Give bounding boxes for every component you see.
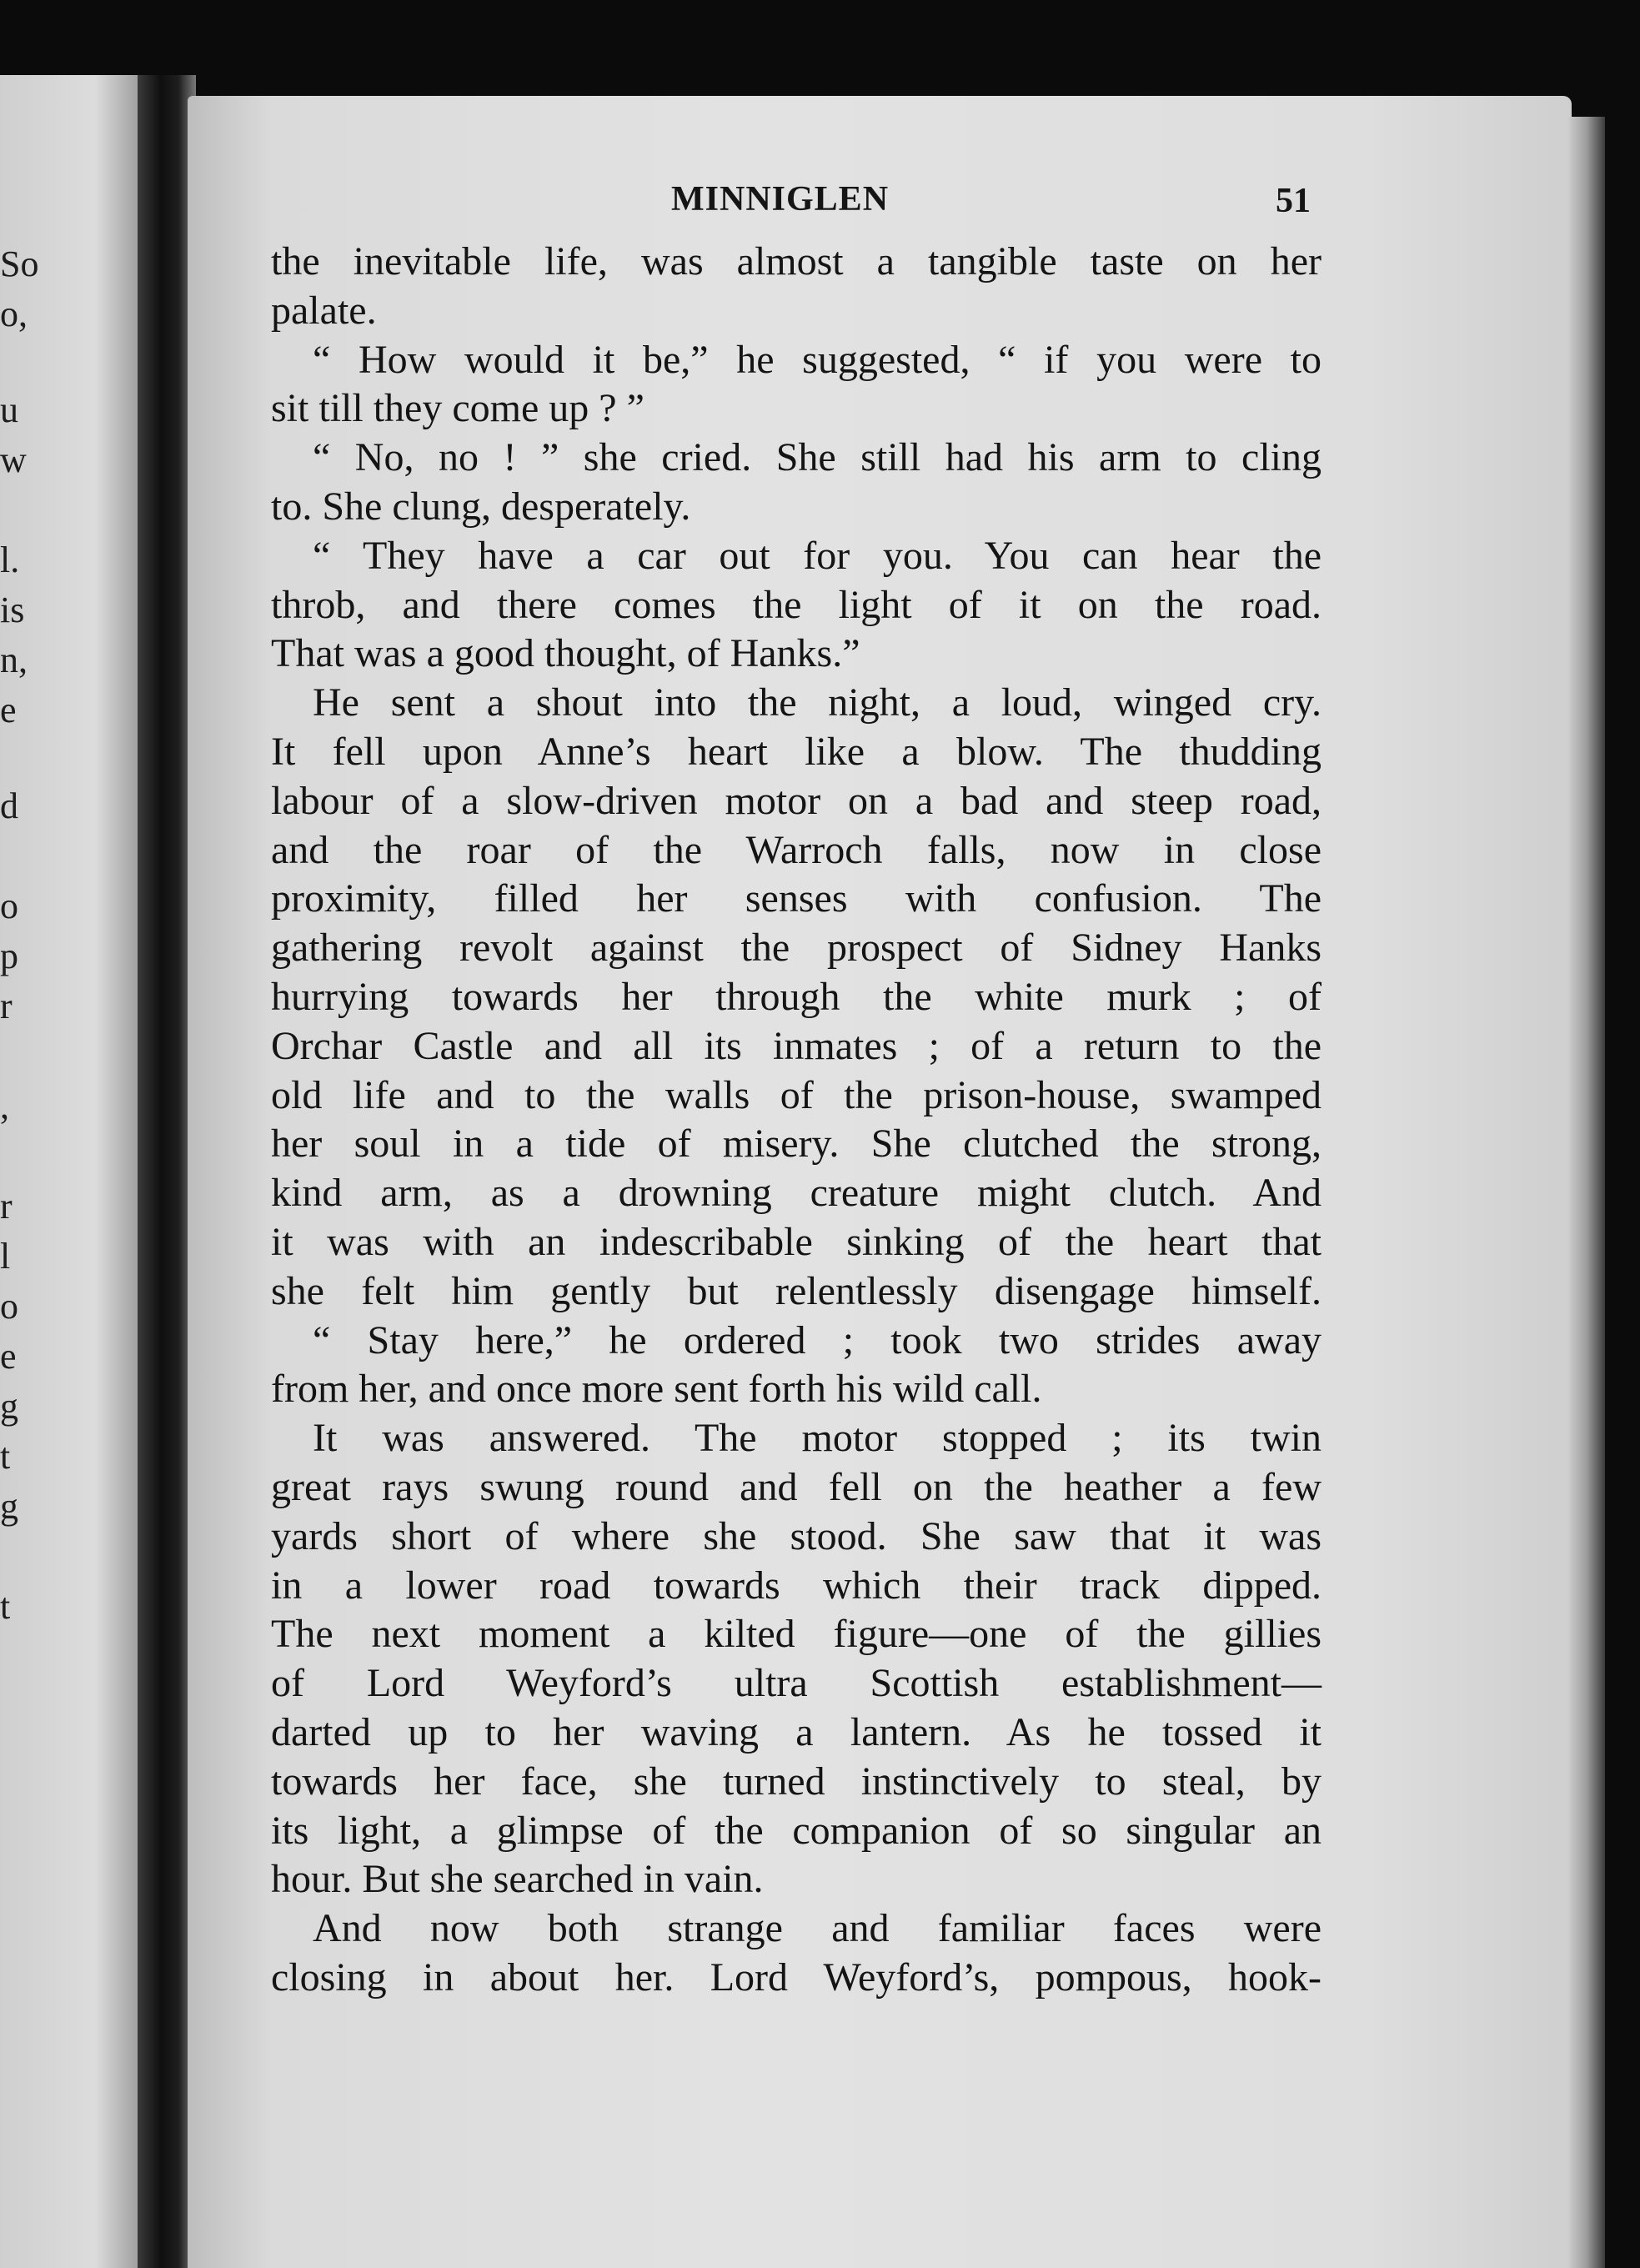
text-line: of Lord Weyford’s ultra Scottish establishment— <box>271 1661 1322 1706</box>
facing-page-fragment: w <box>0 439 27 480</box>
text-line: in a lower road towards which their track dipped. <box>271 1563 1322 1608</box>
text-line: great rays swung round and fell on the heather a few <box>271 1464 1322 1509</box>
text-line: Orchar Castle and all its inmates ; of a return to the <box>271 1023 1322 1068</box>
facing-page-fragment: l <box>0 1236 11 1277</box>
facing-page-fragment: n, <box>0 640 28 680</box>
running-head <box>0 179 1640 229</box>
facing-page-fragment: t <box>0 1436 11 1477</box>
facing-page-fragment: t <box>0 1586 11 1627</box>
text-line: “ How would it be,” he suggested, “ if you were to <box>313 337 1322 382</box>
facing-page-fragment: g <box>0 1486 18 1527</box>
text-line: towards her face, she turned instinctively to steal, by <box>271 1759 1322 1804</box>
page-edge-shadow <box>1567 117 1605 2268</box>
facing-page-fragment: r <box>0 986 13 1026</box>
text-line: darted up to her waving a lantern. As he tossed it <box>271 1709 1322 1754</box>
facing-page-fragment: l. <box>0 539 20 580</box>
facing-page-fragment: o <box>0 1286 18 1327</box>
facing-page-fragment: u <box>0 389 18 430</box>
text-line: The next moment a kilted figure—one of the gillies <box>271 1612 1322 1657</box>
text-line: closing in about her. Lord Weyford’s, pompous, hook- <box>271 1954 1322 2000</box>
text-line: throb, and there comes the light of it on the road. <box>271 582 1322 627</box>
text-line: labour of a slow-driven motor on a bad and steep road, <box>271 778 1322 823</box>
text-line: gathering revolt against the prospect of Sidney Hanks <box>271 926 1322 971</box>
text-line: “ No, no ! ” she cried. She still had his arm to cling <box>313 435 1322 480</box>
facing-page-fragment: o, <box>0 294 28 334</box>
text-line: to. She clung, desperately. <box>271 484 691 529</box>
text-line: her soul in a tide of misery. She clutched the strong, <box>271 1121 1322 1167</box>
body-text <box>271 238 1322 2003</box>
text-line: It was answered. The motor stopped ; its twin <box>313 1416 1322 1461</box>
facing-page-fragment: e <box>0 690 17 730</box>
facing-page-fragment: , <box>0 1086 9 1126</box>
text-line: hurrying towards her through the white murk ; of <box>271 974 1322 1019</box>
facing-page-fragment: p <box>0 936 18 976</box>
text-line: its light, a glimpse of the companion of so singular an <box>271 1808 1322 1853</box>
text-line: yards short of where she stood. She saw that it was <box>271 1513 1322 1558</box>
text-line: “ They have a car out for you. You can hear the <box>313 533 1322 578</box>
running-title: MINNIGLEN <box>671 180 890 218</box>
facing-page-fragment: e <box>0 1336 17 1377</box>
text-line: she felt him gently but relentlessly disengage himself. <box>271 1268 1322 1313</box>
facing-page-fragment: So <box>0 243 39 284</box>
text-line: from her, and once more sent forth his wild call. <box>271 1367 1042 1412</box>
text-line: And now both strange and familiar faces were <box>313 1906 1322 1951</box>
facing-page-fragment: is <box>0 590 25 630</box>
facing-page-fragment: o <box>0 886 18 926</box>
text-line: palate. <box>271 288 377 333</box>
text-line: That was a good thought, of Hanks.” <box>271 631 860 676</box>
facing-page-fragment: g <box>0 1386 18 1427</box>
facing-page-fragment: d <box>0 785 18 826</box>
page-number: 51 <box>1276 182 1311 220</box>
text-line: it was with an indescribable sinking of the heart that <box>271 1219 1322 1264</box>
facing-page-fragment: r <box>0 1186 13 1227</box>
text-line: kind arm, as a drowning creature might clutch. And <box>271 1171 1322 1216</box>
text-line: the inevitable life, was almost a tangible taste on her <box>271 239 1322 284</box>
text-line: hour. But she searched in vain. <box>271 1857 764 1902</box>
text-line: sit till they come up ? ” <box>271 386 644 431</box>
text-line: old life and to the walls of the prison-house, swamped <box>271 1072 1322 1117</box>
text-line: proximity, filled her senses with confusion. The <box>271 876 1322 921</box>
text-line: “ Stay here,” he ordered ; took two strides away <box>313 1317 1322 1362</box>
text-line: and the roar of the Warroch falls, now in close <box>271 827 1322 872</box>
text-line: It fell upon Anne’s heart like a blow. The thudding <box>271 729 1322 774</box>
facing-page-edge <box>0 75 158 2268</box>
text-line: He sent a shout into the night, a loud, winged cry. <box>313 680 1322 725</box>
